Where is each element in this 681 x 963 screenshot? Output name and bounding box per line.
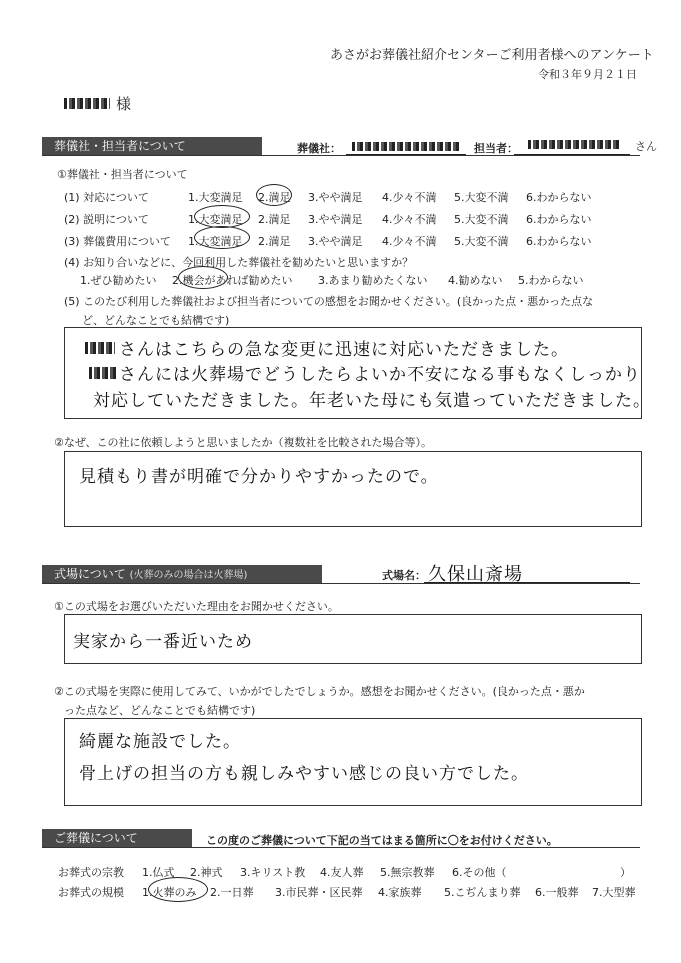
rating-option[interactable]: 4.少々不満 xyxy=(382,213,437,226)
section-funeral-heading xyxy=(42,829,192,847)
q5-answer-box[interactable] xyxy=(64,327,651,419)
funeral-home-label: 葬儀社： xyxy=(297,142,341,155)
redacted-staff-name xyxy=(528,140,620,149)
redacted-funeral-home-name xyxy=(352,142,460,151)
q4-option[interactable]: 2.機会があれば勧めたい xyxy=(172,274,293,287)
q4-option[interactable]: 4.勧めない xyxy=(448,274,503,287)
handwritten-answer-line: 実家から一番近いため xyxy=(73,632,253,652)
rating-option[interactable]: 5.大変不満 xyxy=(454,191,509,204)
selection-circle xyxy=(194,226,250,249)
rating-option[interactable]: 5.大変不満 xyxy=(454,235,509,248)
respondent-honorific: 様 xyxy=(116,95,132,113)
handwritten-answer-line: さんには火葬場でどうしたらよいか不安になる事もなくしっかり xyxy=(119,365,641,385)
selection-circle xyxy=(194,205,250,228)
rating-option[interactable]: 3.やや満足 xyxy=(308,235,363,248)
rating-option[interactable]: 2.満足 xyxy=(258,191,291,204)
venue-q1-answer-box[interactable] xyxy=(64,614,642,664)
rating-option[interactable]: 4.少々不満 xyxy=(382,235,437,248)
q2-answer-box[interactable] xyxy=(64,451,642,527)
handwritten-venue-name: 久保山斎場 xyxy=(428,564,523,585)
section-venue-title: 式場について xyxy=(54,567,126,581)
rating-option[interactable]: 4.少々不満 xyxy=(382,191,437,204)
q1-title: ①葬儀社・担当者について xyxy=(57,168,188,181)
rating-option[interactable]: 5.大変不満 xyxy=(454,213,509,226)
rating-option[interactable]: 2.満足 xyxy=(258,235,291,248)
staff-label: 担当者： xyxy=(474,142,518,155)
scale-option[interactable]: 2.一日葬 xyxy=(210,886,254,899)
religion-label: お葬式の宗教 xyxy=(58,866,124,879)
rating-option[interactable]: 2.満足 xyxy=(258,213,291,226)
rating-label: (2) 説明について xyxy=(64,213,149,226)
rating-option[interactable]: 1.大変満足 xyxy=(188,235,243,248)
rating-option[interactable]: 6.わからない xyxy=(526,191,592,204)
religion-option[interactable]: 6.その他（ xyxy=(452,866,507,879)
scale-label: お葬式の規模 xyxy=(58,886,124,899)
section-venue-heading xyxy=(42,565,322,583)
scale-option[interactable]: 5.こぢんまり葬 xyxy=(444,886,521,899)
venue-q2-question-line2: った点など、どんなことでも結構です) xyxy=(64,704,256,717)
venue-q2-question-line1: ②この式場を実際に使用してみて、いかがでしたでしょうか。感想をお聞かせください。(良かった点・悪か xyxy=(54,685,585,698)
scale-option[interactable]: 4.家族葬 xyxy=(378,886,422,899)
scale-option[interactable]: 7.大型葬 xyxy=(592,886,636,899)
q5-question-line1: (5) このたび利用した葬儀社および担当者についての感想をお聞かせください。(良かった点・悪かった点な xyxy=(64,295,594,308)
funeral-home-field[interactable] xyxy=(346,140,466,155)
survey-title: あさがお葬儀社紹介センターご利用者様へのアンケート xyxy=(330,48,654,63)
venue-q1-question: ①この式場をお選びいただいた理由をお聞かせください。 xyxy=(54,600,339,613)
selection-circle xyxy=(256,184,292,206)
rating-option[interactable]: 3.やや満足 xyxy=(308,213,363,226)
section-funeral-instruction: この度のご葬儀について下記の当てはまる箇所に〇をお付けください。 xyxy=(206,834,558,847)
religion-option[interactable]: 5.無宗教葬 xyxy=(380,866,435,879)
section-funeral-home-heading xyxy=(42,137,262,155)
religion-option[interactable]: 3.キリスト教 xyxy=(240,866,306,879)
staff-field[interactable] xyxy=(514,140,630,155)
scale-option[interactable]: 1.火葬のみ xyxy=(142,886,197,899)
section-funeral-home-title: 葬儀社・担当者について xyxy=(54,139,186,153)
section-divider xyxy=(42,583,640,584)
rating-option[interactable]: 3.やや満足 xyxy=(308,191,363,204)
handwritten-answer-line: 対応していただきました。年老いた母にも気遣っていただきました。 xyxy=(93,391,651,411)
section-venue-note: (火葬のみの場合は火葬場) xyxy=(129,570,248,581)
staff-suffix: さん xyxy=(635,140,657,153)
rating-label: (3) 葬儀費用について xyxy=(64,235,171,248)
survey-date: 令和３年９月２１日 xyxy=(538,68,637,81)
q4-option[interactable]: 5.わからない xyxy=(518,274,584,287)
handwritten-answer-line: 綺麗な施設でした。 xyxy=(79,732,241,752)
rating-option[interactable]: 6.わからない xyxy=(526,235,592,248)
handwritten-answer-line: さんはこちらの急な変更に迅速に対応いただきました。 xyxy=(119,340,569,360)
q4-option[interactable]: 3.あまり勧めたくない xyxy=(318,274,428,287)
q2-question: ②なぜ、この社に依頼しようと思いましたか（複数社を比較された場合等）。 xyxy=(54,436,433,449)
section-funeral-title: ご葬儀について xyxy=(54,831,138,845)
rating-option[interactable]: 1.大変満足 xyxy=(188,213,243,226)
venue-field[interactable] xyxy=(424,560,630,583)
q5-question-line2: ど、どんなことでも結構です) xyxy=(82,314,230,327)
rating-label: (1) 対応について xyxy=(64,191,149,204)
rating-option[interactable]: 1.大変満足 xyxy=(188,191,243,204)
selection-circle xyxy=(178,266,228,289)
q4-option[interactable]: 1.ぜひ勧めたい xyxy=(80,274,157,287)
section-divider xyxy=(42,155,640,156)
religion-option[interactable]: 4.友人葬 xyxy=(320,866,364,879)
rating-option[interactable]: 6.わからない xyxy=(526,213,592,226)
q4-question: (4) お知り合いなどに、今回利用した葬儀社を勧めたいと思いますか？ xyxy=(64,256,414,269)
redacted-staff-name xyxy=(85,342,115,354)
selection-circle xyxy=(148,877,208,902)
redacted-respondent-name xyxy=(64,98,110,109)
redacted-staff-name xyxy=(89,367,117,379)
scale-option[interactable]: 3.市民葬・区民葬 xyxy=(275,886,363,899)
venue-q2-answer-box[interactable] xyxy=(64,718,642,806)
religion-option[interactable]: 1.仏式 xyxy=(142,866,175,879)
handwritten-answer-line: 骨上げの担当の方も親しみやすい感じの良い方でした。 xyxy=(79,764,529,784)
venue-label: 式場名： xyxy=(382,569,426,582)
handwritten-answer-line: 見積もり書が明確で分かりやすかったので。 xyxy=(79,467,439,487)
religion-option-close: ） xyxy=(620,866,631,879)
religion-option[interactable]: 2.神式 xyxy=(190,866,223,879)
scale-option[interactable]: 6.一般葬 xyxy=(535,886,579,899)
